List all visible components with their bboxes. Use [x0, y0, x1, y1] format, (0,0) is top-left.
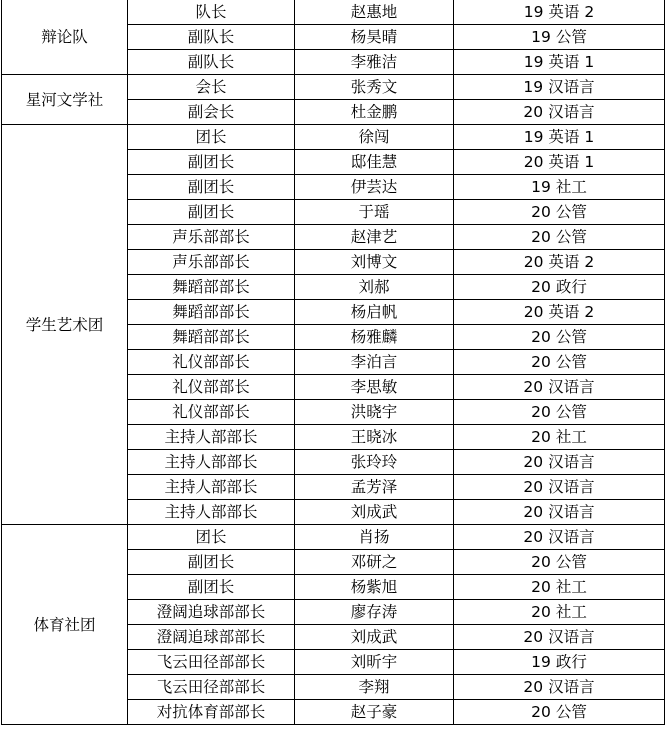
class-cell: 20 公管 — [454, 350, 665, 375]
class-cell: 19 英语 1 — [454, 125, 665, 150]
class-cell: 20 汉语言 — [454, 625, 665, 650]
role-cell: 副团长 — [128, 150, 295, 175]
role-cell: 团长 — [128, 525, 295, 550]
class-cell: 20 英语 2 — [454, 300, 665, 325]
name-cell: 邓研之 — [295, 550, 454, 575]
name-cell: 杨昊晴 — [295, 25, 454, 50]
role-cell: 副团长 — [128, 175, 295, 200]
role-cell: 礼仪部部长 — [128, 400, 295, 425]
name-cell: 王晓冰 — [295, 425, 454, 450]
club-name-cell: 体育社团 — [2, 525, 128, 725]
name-cell: 洪晓宇 — [295, 400, 454, 425]
name-cell: 刘成武 — [295, 625, 454, 650]
table-row — [2, 0, 665, 25]
class-cell: 20 政行 — [454, 275, 665, 300]
role-cell: 对抗体育部部长 — [128, 700, 295, 725]
class-cell: 20 公管 — [454, 325, 665, 350]
role-cell: 声乐部部长 — [128, 250, 295, 275]
class-cell: 20 汉语言 — [454, 500, 665, 525]
name-cell: 张玲玲 — [295, 450, 454, 475]
name-cell: 李翔 — [295, 675, 454, 700]
club-name-cell: 星河文学社 — [2, 75, 128, 125]
table-row — [2, 525, 665, 550]
role-cell: 飞云田径部部长 — [128, 650, 295, 675]
name-cell: 李泊言 — [295, 350, 454, 375]
class-cell: 19 公管 — [454, 25, 665, 50]
role-cell: 队长 — [128, 0, 295, 25]
name-cell: 李雅洁 — [295, 50, 454, 75]
class-cell: 20 汉语言 — [454, 525, 665, 550]
name-cell: 张秀文 — [295, 75, 454, 100]
class-cell: 20 社工 — [454, 425, 665, 450]
class-cell: 20 社工 — [454, 600, 665, 625]
role-cell: 飞云田径部部长 — [128, 675, 295, 700]
role-cell: 舞蹈部部长 — [128, 275, 295, 300]
name-cell: 李思敏 — [295, 375, 454, 400]
table-body — [2, 0, 665, 725]
name-cell: 赵津艺 — [295, 225, 454, 250]
role-cell: 副队长 — [128, 25, 295, 50]
role-cell: 会长 — [128, 75, 295, 100]
role-cell: 副团长 — [128, 575, 295, 600]
class-cell: 19 英语 2 — [454, 0, 665, 25]
club-name-cell: 学生艺术团 — [2, 125, 128, 525]
class-cell: 19 汉语言 — [454, 75, 665, 100]
club-name-cell: 辩论队 — [2, 0, 128, 75]
name-cell: 伊芸达 — [295, 175, 454, 200]
name-cell: 邸佳慧 — [295, 150, 454, 175]
role-cell: 主持人部部长 — [128, 500, 295, 525]
name-cell: 肖扬 — [295, 525, 454, 550]
role-cell: 声乐部部长 — [128, 225, 295, 250]
role-cell: 副会长 — [128, 100, 295, 125]
class-cell: 19 英语 1 — [454, 50, 665, 75]
role-cell: 主持人部部长 — [128, 475, 295, 500]
name-cell: 刘昕宇 — [295, 650, 454, 675]
name-cell: 赵子豪 — [295, 700, 454, 725]
name-cell: 杜金鹏 — [295, 100, 454, 125]
name-cell: 孟芳泽 — [295, 475, 454, 500]
name-cell: 徐闯 — [295, 125, 454, 150]
class-cell: 20 汉语言 — [454, 100, 665, 125]
class-cell: 19 社工 — [454, 175, 665, 200]
class-cell: 20 公管 — [454, 200, 665, 225]
name-cell: 于瑶 — [295, 200, 454, 225]
name-cell: 杨紫旭 — [295, 575, 454, 600]
class-cell: 20 汉语言 — [454, 450, 665, 475]
class-cell: 19 政行 — [454, 650, 665, 675]
class-cell: 20 公管 — [454, 400, 665, 425]
role-cell: 澄阔追球部部长 — [128, 600, 295, 625]
role-cell: 礼仪部部长 — [128, 375, 295, 400]
role-cell: 舞蹈部部长 — [128, 300, 295, 325]
class-cell: 20 社工 — [454, 575, 665, 600]
role-cell: 团长 — [128, 125, 295, 150]
class-cell: 20 英语 1 — [454, 150, 665, 175]
name-cell: 刘成武 — [295, 500, 454, 525]
role-cell: 澄阔追球部部长 — [128, 625, 295, 650]
table-row — [2, 125, 665, 150]
role-cell: 副团长 — [128, 550, 295, 575]
class-cell: 20 公管 — [454, 225, 665, 250]
class-cell: 20 汉语言 — [454, 475, 665, 500]
name-cell: 刘郝 — [295, 275, 454, 300]
table-row — [2, 75, 665, 100]
name-cell: 杨雅麟 — [295, 325, 454, 350]
class-cell: 20 公管 — [454, 550, 665, 575]
class-cell: 20 英语 2 — [454, 250, 665, 275]
role-cell: 礼仪部部长 — [128, 350, 295, 375]
role-cell: 副团长 — [128, 200, 295, 225]
name-cell: 杨启帆 — [295, 300, 454, 325]
class-cell: 20 汉语言 — [454, 375, 665, 400]
class-cell: 20 公管 — [454, 700, 665, 725]
class-cell: 20 汉语言 — [454, 675, 665, 700]
role-cell: 主持人部部长 — [128, 425, 295, 450]
role-cell: 舞蹈部部长 — [128, 325, 295, 350]
role-cell: 副队长 — [128, 50, 295, 75]
name-cell: 赵惠地 — [295, 0, 454, 25]
name-cell: 廖存涛 — [295, 600, 454, 625]
name-cell: 刘博文 — [295, 250, 454, 275]
role-cell: 主持人部部长 — [128, 450, 295, 475]
club-officers-table — [1, 0, 665, 725]
